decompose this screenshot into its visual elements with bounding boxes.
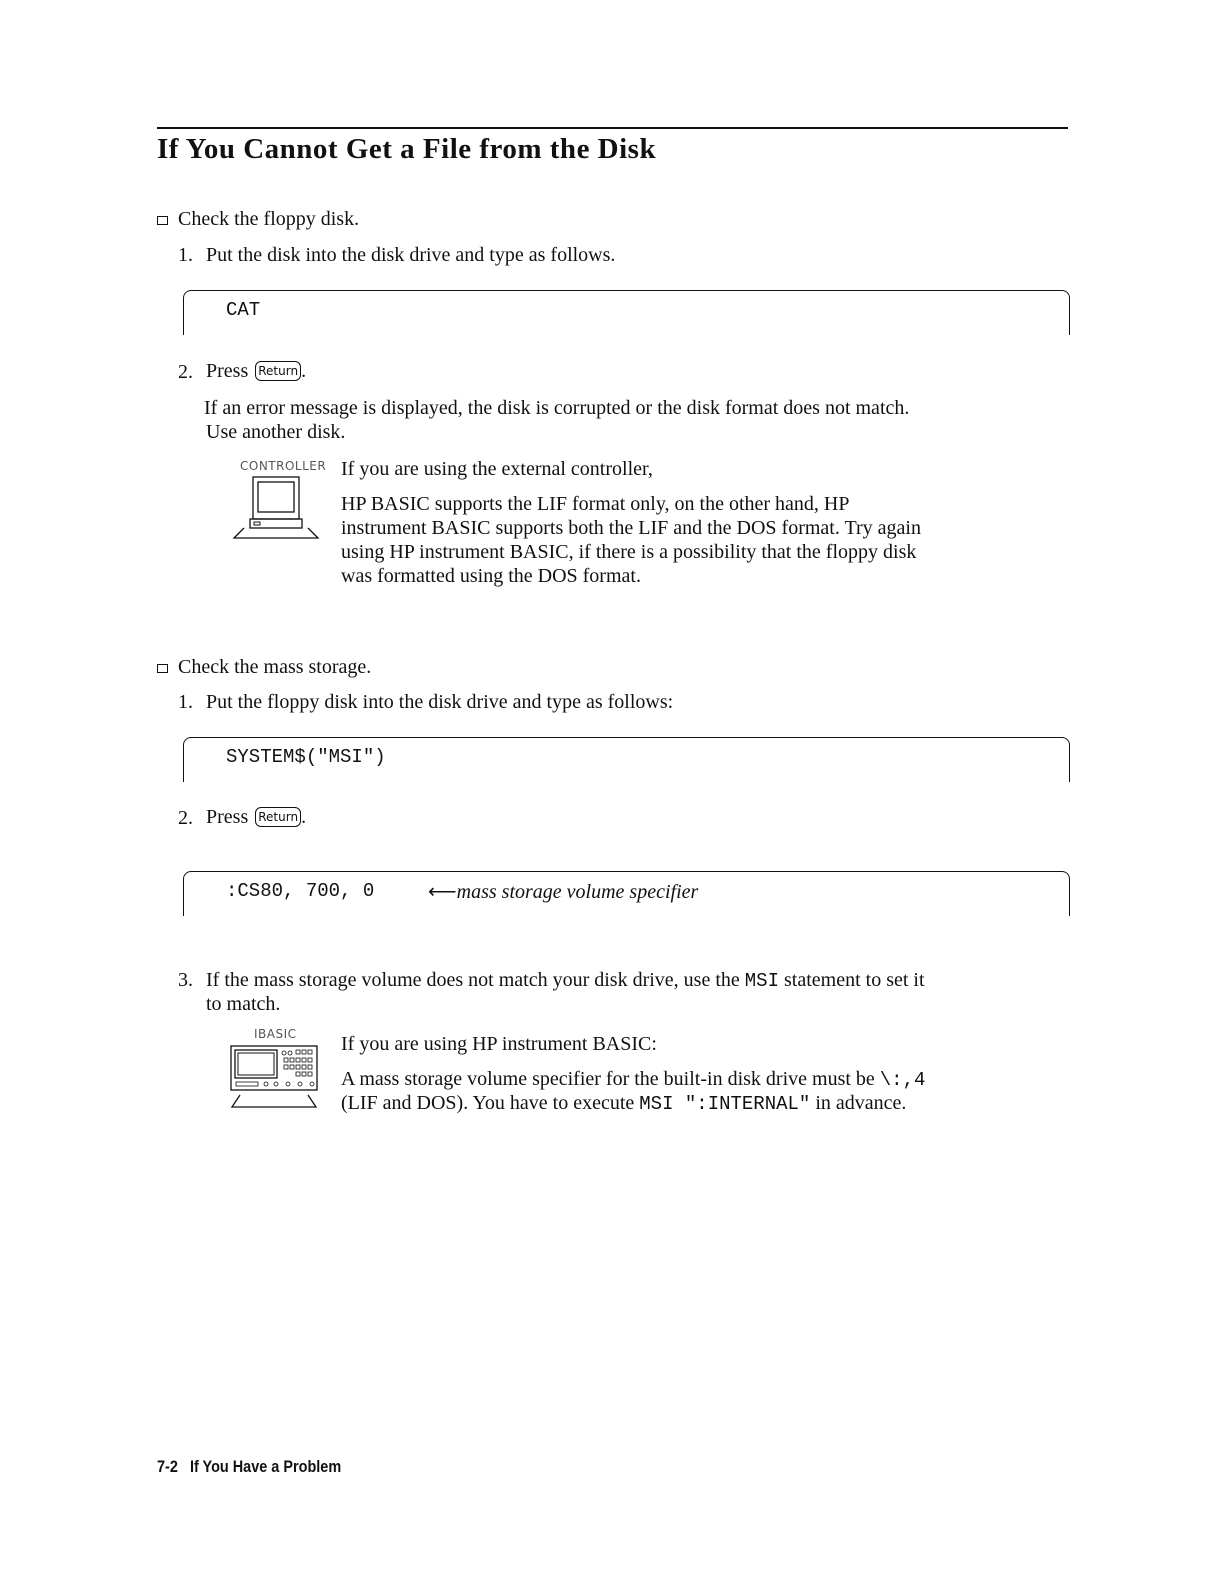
code-volume: :CS80, 700, 0 [226, 880, 375, 902]
return-key: Return [255, 361, 301, 381]
press-text: Press [206, 360, 249, 382]
press-return-line [206, 806, 306, 829]
check-floppy-heading: Check the floppy disk. [178, 208, 360, 230]
ibasic-label: IBASIC [254, 1027, 297, 1041]
footer-section-title: If You Have a Problem [189, 1457, 342, 1476]
annotation [428, 880, 698, 904]
note-title: If you are using the external controller, [341, 458, 653, 480]
check-mass-storage-heading: Check the mass storage. [178, 656, 372, 678]
step-number: 1. [178, 691, 193, 713]
msi-code: MSI [744, 970, 779, 992]
controller-label: CONTROLLER [240, 459, 327, 473]
note-line: instrument BASIC supports both the LIF and the DOS format. Try again [341, 517, 921, 539]
checkbox-icon [157, 664, 168, 673]
note-line [341, 1067, 925, 1092]
top-rule [157, 127, 1068, 129]
arrow-icon: ⟵ [428, 881, 457, 903]
note-line [341, 1091, 906, 1116]
step-number: 2. [178, 361, 193, 383]
page-title: If You Cannot Get a File from the Disk [157, 133, 657, 165]
note-text: A mass storage volume specifier for the built-in disk drive must be [341, 1068, 875, 1090]
step3-text-b: statement to set it [784, 969, 925, 991]
step-number: 2. [178, 807, 193, 829]
note-line: HP BASIC supports the LIF format only, on the other hand, HP [341, 493, 850, 515]
code-system-msi: SYSTEM$("MSI") [226, 746, 386, 768]
msi-internal-code: MSI ":INTERNAL" [639, 1093, 811, 1115]
press-return-line [206, 360, 306, 383]
step-number: 3. [178, 969, 193, 991]
code-box [183, 290, 1070, 335]
annotation-text: mass storage volume specifier [456, 881, 699, 903]
note-title: If you are using HP instrument BASIC: [341, 1033, 657, 1055]
ibasic-instrument-icon [228, 1043, 320, 1111]
return-key: Return [255, 807, 301, 827]
note-line: was formatted using the DOS format. [341, 565, 641, 587]
page-number: 7-2 [157, 1457, 178, 1476]
paragraph-line: Use another disk. [206, 421, 346, 443]
checkbox-icon [157, 216, 168, 225]
period: . [301, 360, 307, 382]
step-number: 1. [178, 244, 193, 266]
step-text [206, 968, 925, 993]
volume-code: \:,4 [879, 1069, 926, 1091]
note-text: in advance. [815, 1092, 907, 1114]
controller-computer-icon [232, 474, 320, 542]
page-footer [157, 1457, 341, 1477]
period: . [301, 806, 307, 828]
step-text: to match. [206, 993, 281, 1015]
note-text: (LIF and DOS). You have to execute [341, 1092, 635, 1114]
code-cat: CAT [226, 299, 261, 321]
press-text: Press [206, 806, 249, 828]
note-line: using HP instrument BASIC, if there is a possibility that the floppy disk [341, 541, 917, 563]
step-text: Put the floppy disk into the disk drive and type as follows: [206, 691, 674, 713]
step3-text-a: If the mass storage volume does not match your disk drive, use the [206, 969, 740, 991]
paragraph-line: If an error message is displayed, the disk is corrupted or the disk format does not match. [204, 397, 910, 419]
step-text: Put the disk into the disk drive and type as follows. [206, 244, 616, 266]
